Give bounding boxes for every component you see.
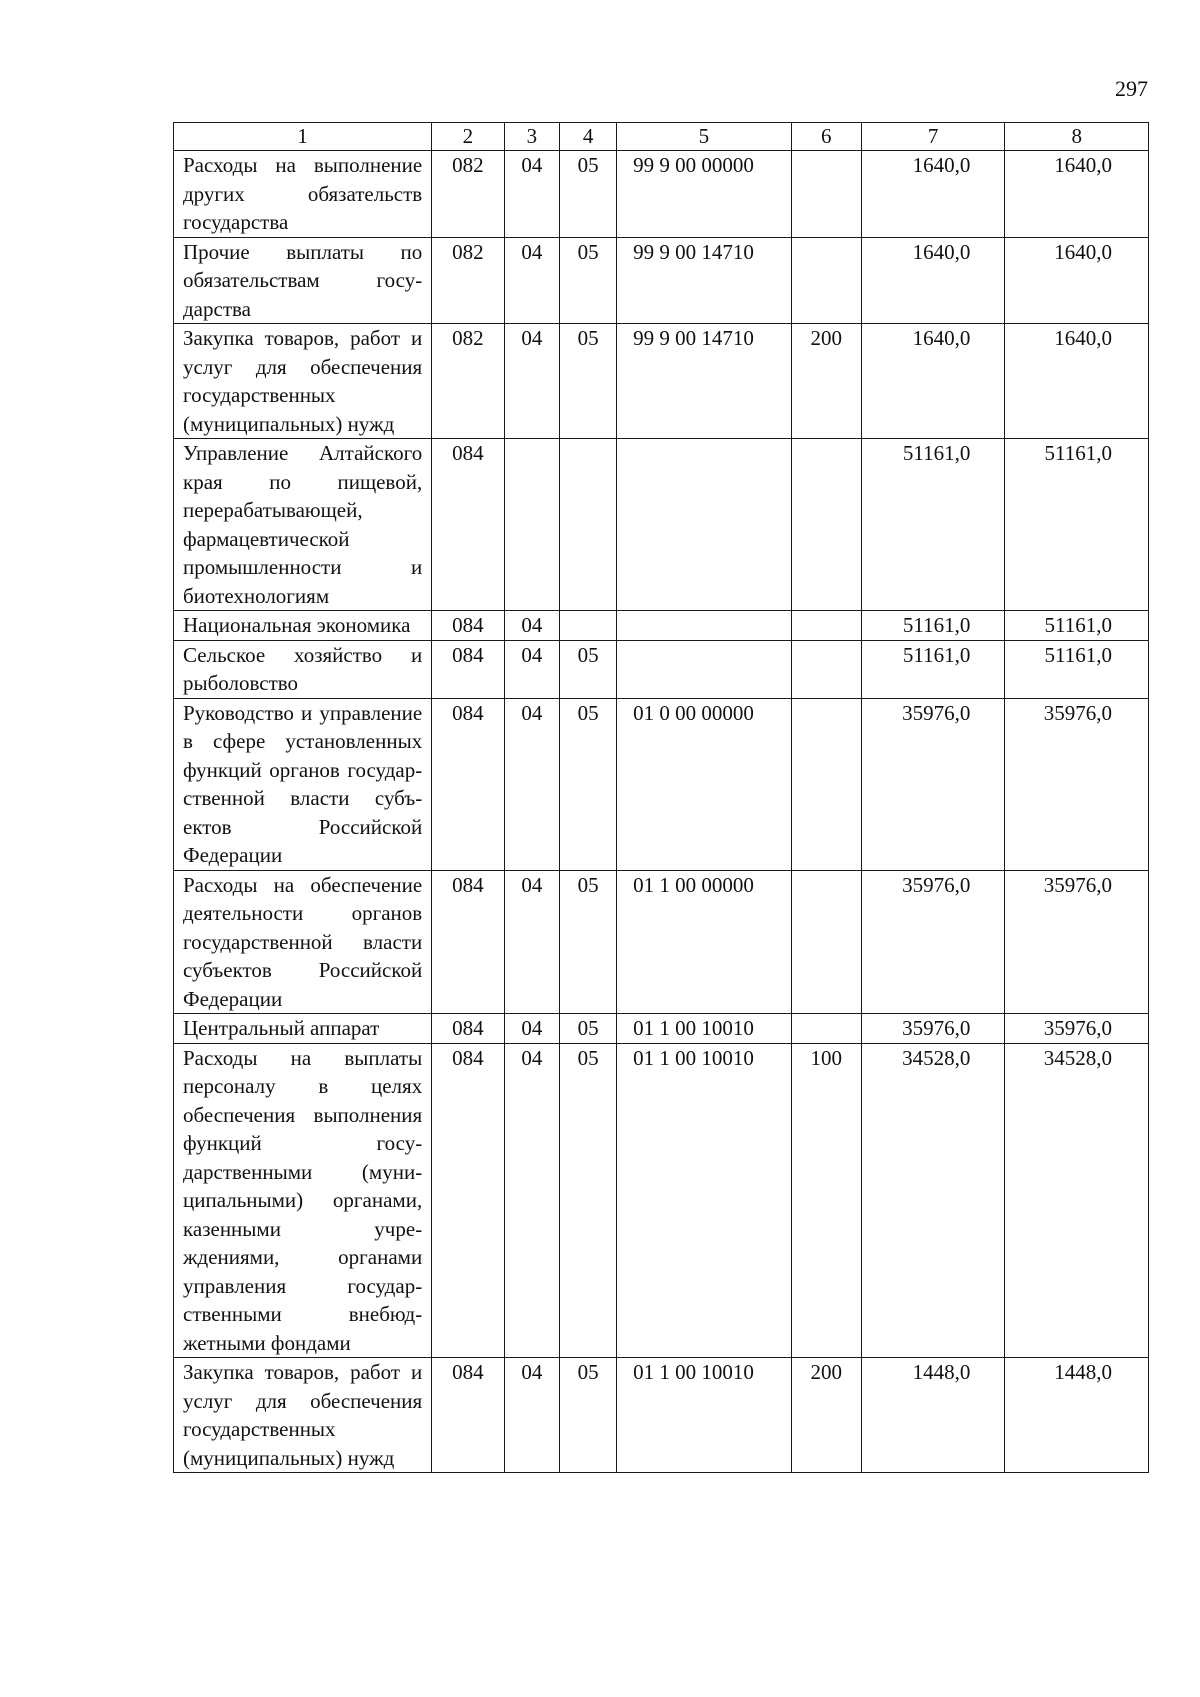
cell-target-code: 01 1 00 10010: [617, 1358, 792, 1473]
row-name: Расходы на выполнение других обязательств государства: [174, 151, 432, 238]
table-body: [174, 151, 1149, 1473]
header-cell-7: 7: [861, 123, 1005, 151]
cell-admin-code: 084: [432, 640, 504, 698]
cell-expense-type: [791, 1014, 861, 1044]
cell-target-code: 01 1 00 10010: [617, 1014, 792, 1044]
cell-target-code: [617, 439, 792, 611]
header-cell-4: 4: [560, 123, 617, 151]
cell-admin-code: 084: [432, 439, 504, 611]
cell-section: 04: [504, 1014, 560, 1044]
cell-admin-code: 084: [432, 870, 504, 1014]
cell-amount-8: 35976,0: [1005, 870, 1149, 1014]
cell-expense-type: [791, 611, 861, 641]
cell-amount-8: 51161,0: [1005, 611, 1149, 641]
cell-subsection: 05: [560, 1014, 617, 1044]
row-name: Управление Алтайского края по пищевой, перерабатывающей, фармацевтической промышленности и биотехнологиям: [174, 439, 432, 611]
cell-amount-8: 1640,0: [1005, 324, 1149, 439]
cell-target-code: 99 9 00 00000: [617, 151, 792, 238]
cell-expense-type: [791, 237, 861, 324]
cell-section: 04: [504, 1043, 560, 1358]
header-row: [174, 123, 1149, 151]
cell-amount-7: 35976,0: [861, 870, 1005, 1014]
cell-amount-8: 35976,0: [1005, 698, 1149, 870]
cell-admin-code: 084: [432, 1014, 504, 1044]
cell-subsection: 05: [560, 324, 617, 439]
header-cell-2: 2: [432, 123, 504, 151]
cell-amount-7: 34528,0: [861, 1043, 1005, 1358]
cell-expense-type: 100: [791, 1043, 861, 1358]
cell-amount-7: 51161,0: [861, 640, 1005, 698]
cell-target-code: 01 1 00 10010: [617, 1043, 792, 1358]
table-row: [174, 151, 1149, 238]
table-row: [174, 611, 1149, 641]
cell-subsection: 05: [560, 640, 617, 698]
table-row: [174, 439, 1149, 611]
cell-admin-code: 084: [432, 1358, 504, 1473]
cell-subsection: [560, 439, 617, 611]
table-row: [174, 1358, 1149, 1473]
cell-subsection: 05: [560, 151, 617, 238]
page-number: 297: [1115, 76, 1148, 101]
cell-section: 04: [504, 640, 560, 698]
table-row: [174, 870, 1149, 1014]
cell-admin-code: 084: [432, 698, 504, 870]
row-name: Расходы на обеспечение деятельности органов государственной власти субъектов Российской Федерации: [174, 870, 432, 1014]
cell-subsection: [560, 611, 617, 641]
row-name: Прочие выплаты по обязательствам государства: [174, 237, 432, 324]
cell-expense-type: [791, 870, 861, 1014]
header-cell-1: 1: [174, 123, 432, 151]
table-row: [174, 1043, 1149, 1358]
row-name: Центральный аппарат: [174, 1014, 432, 1044]
cell-amount-8: 34528,0: [1005, 1043, 1149, 1358]
cell-section: 04: [504, 151, 560, 238]
header-cell-6: 6: [791, 123, 861, 151]
cell-admin-code: 084: [432, 611, 504, 641]
header-cell-5: 5: [617, 123, 792, 151]
cell-section: 04: [504, 1358, 560, 1473]
row-name: Расходы на выплаты персоналу в целях обеспечения выполнения функций государственными (муниципальными) органами, казенными учреждениями, органами управления государственными внебюджетными фондами: [174, 1043, 432, 1358]
header-cell-3: 3: [504, 123, 560, 151]
cell-section: 04: [504, 324, 560, 439]
cell-expense-type: [791, 698, 861, 870]
cell-admin-code: 084: [432, 1043, 504, 1358]
cell-amount-8: 51161,0: [1005, 439, 1149, 611]
cell-section: 04: [504, 611, 560, 641]
cell-admin-code: 082: [432, 324, 504, 439]
cell-amount-7: 1640,0: [861, 151, 1005, 238]
cell-target-code: 99 9 00 14710: [617, 237, 792, 324]
cell-admin-code: 082: [432, 237, 504, 324]
cell-amount-8: 1640,0: [1005, 237, 1149, 324]
cell-admin-code: 082: [432, 151, 504, 238]
cell-expense-type: [791, 640, 861, 698]
budget-table: [173, 122, 1149, 1473]
cell-target-code: 99 9 00 14710: [617, 324, 792, 439]
table-row: [174, 1014, 1149, 1044]
cell-target-code: 01 1 00 00000: [617, 870, 792, 1014]
cell-target-code: [617, 640, 792, 698]
cell-section: 04: [504, 870, 560, 1014]
cell-amount-7: 1448,0: [861, 1358, 1005, 1473]
cell-subsection: 05: [560, 1358, 617, 1473]
cell-subsection: 05: [560, 237, 617, 324]
cell-amount-7: 1640,0: [861, 237, 1005, 324]
row-name: Национальная экономика: [174, 611, 432, 641]
cell-section: [504, 439, 560, 611]
row-name: Руководство и управление в сфере установленных функций органов государственной власти субъектов Российской Федерации: [174, 698, 432, 870]
cell-subsection: 05: [560, 870, 617, 1014]
cell-amount-7: 51161,0: [861, 439, 1005, 611]
table-row: [174, 698, 1149, 870]
cell-expense-type: 200: [791, 324, 861, 439]
cell-target-code: [617, 611, 792, 641]
cell-subsection: 05: [560, 1043, 617, 1358]
cell-expense-type: [791, 439, 861, 611]
cell-amount-7: 51161,0: [861, 611, 1005, 641]
cell-expense-type: 200: [791, 1358, 861, 1473]
cell-subsection: 05: [560, 698, 617, 870]
cell-amount-8: 1448,0: [1005, 1358, 1149, 1473]
header-cell-8: 8: [1005, 123, 1149, 151]
row-name: Сельское хозяйство и рыболовство: [174, 640, 432, 698]
cell-amount-8: 51161,0: [1005, 640, 1149, 698]
cell-amount-7: 35976,0: [861, 698, 1005, 870]
table-row: [174, 640, 1149, 698]
cell-amount-8: 35976,0: [1005, 1014, 1149, 1044]
cell-section: 04: [504, 237, 560, 324]
row-name: Закупка товаров, работ и услуг для обеспечения государственных (муниципальных) нужд: [174, 1358, 432, 1473]
table-header: [174, 123, 1149, 151]
cell-amount-7: 35976,0: [861, 1014, 1005, 1044]
table-row: [174, 237, 1149, 324]
cell-amount-8: 1640,0: [1005, 151, 1149, 238]
row-name: Закупка товаров, работ и услуг для обеспечения государственных (муниципальных) нужд: [174, 324, 432, 439]
cell-section: 04: [504, 698, 560, 870]
table-row: [174, 324, 1149, 439]
cell-amount-7: 1640,0: [861, 324, 1005, 439]
cell-expense-type: [791, 151, 861, 238]
cell-target-code: 01 0 00 00000: [617, 698, 792, 870]
